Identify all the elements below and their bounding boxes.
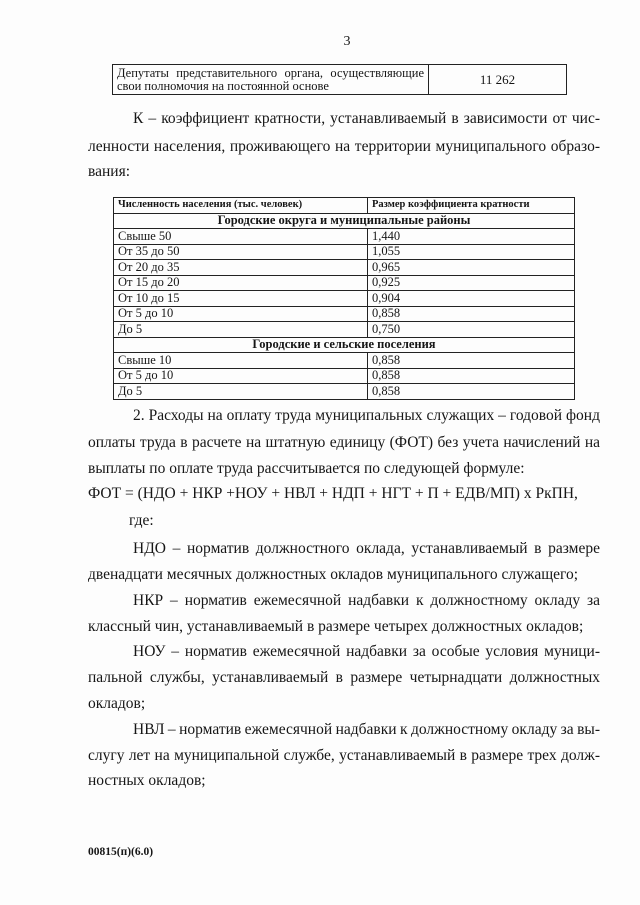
paragraph-line: вания:	[88, 163, 131, 180]
table-header-coefficient: Размер коэффициента кратности	[368, 198, 575, 214]
paragraph-line: выплаты по оплате труда рассчитывается по следующей формуле:	[88, 460, 525, 477]
coefficient-value-cell: 0,965	[368, 260, 575, 276]
definition-line: ностных окладов;	[88, 772, 206, 789]
paragraph-line: оплаты труда в расчете на штатную единицу (ФОТ) без учета начислений на	[88, 434, 600, 451]
paragraph-line: ленности населения, проживающего на территории муниципального образо-	[88, 138, 600, 155]
table-row	[114, 353, 575, 369]
table-row	[114, 322, 575, 338]
table-row	[114, 368, 575, 384]
definition-line: слугу лет на муниципальной службе, устанавливаемый в размере трех долж-	[88, 747, 600, 764]
where-label: где:	[129, 512, 154, 529]
definition-line: НВЛ – норматив ежемесячной надбавки к должностному окладу за вы-	[133, 721, 600, 738]
population-range-cell: От 35 до 50	[114, 244, 368, 260]
population-range-cell: Свыше 50	[114, 229, 368, 245]
coefficient-table	[113, 197, 575, 400]
table-header-row	[114, 198, 575, 214]
group-title-urban-districts: Городские округа и муниципальные районы	[114, 213, 575, 229]
population-range-cell: От 5 до 10	[114, 306, 368, 322]
table-header-population: Численность населения (тыс. человек)	[114, 198, 368, 214]
group-row	[114, 213, 575, 229]
table-row	[114, 260, 575, 276]
coefficient-value-cell: 0,925	[368, 275, 575, 291]
definition-line: классный чин, устанавливаемый в размере четырех должностных окладов;	[88, 618, 584, 635]
population-range-cell: До 5	[114, 384, 368, 400]
coefficient-value-cell: 0,750	[368, 322, 575, 338]
definition-line: НОУ – норматив ежемесячной надбавки за особые условия муници-	[133, 643, 600, 660]
salary-formula: ФОТ = (НДО + НКР +НОУ + НВЛ + НДП + НГТ + П + ЕДВ/МП) х РкПН,	[88, 485, 578, 502]
population-range-cell: От 5 до 10	[114, 368, 368, 384]
coefficient-value-cell: 1,440	[368, 229, 575, 245]
deputies-label-line: свои полномочия на постоянной основе	[117, 79, 329, 93]
coefficient-value-cell: 1,055	[368, 244, 575, 260]
table-row	[114, 275, 575, 291]
deputies-label-cell	[113, 65, 429, 94]
deputies-table	[112, 64, 567, 95]
coefficient-value-cell: 0,904	[368, 291, 575, 307]
population-range-cell: До 5	[114, 322, 368, 338]
definition-line: окладов;	[88, 695, 146, 712]
footer-document-code: 00815(п)(6.0)	[88, 846, 154, 858]
definition-line: двенадцати месячных должностных окладов муниципального служащего;	[88, 566, 579, 583]
coefficient-value-cell: 0,858	[368, 353, 575, 369]
table-row	[114, 384, 575, 400]
table-row	[114, 291, 575, 307]
paragraph-line: К – коэффициент кратности, устанавливаемый в зависимости от чис-	[133, 110, 600, 127]
group-row	[114, 337, 575, 353]
population-range-cell: От 10 до 15	[114, 291, 368, 307]
population-range-cell: От 15 до 20	[114, 275, 368, 291]
definition-line: пальной службы, устанавливаемый в размере четырнадцати должностных	[88, 669, 600, 686]
coefficient-value-cell: 0,858	[368, 306, 575, 322]
group-title-settlements: Городские и сельские поселения	[114, 337, 575, 353]
paragraph-line: 2. Расходы на оплату труда муниципальных служащих – годовой фонд	[133, 407, 600, 424]
definition-line: НКР – норматив ежемесячной надбавки к должностному окладу за	[133, 592, 600, 609]
coefficient-value-cell: 0,858	[368, 384, 575, 400]
table-row	[114, 306, 575, 322]
population-range-cell: От 20 до 35	[114, 260, 368, 276]
deputies-label-line: Депутаты представительного органа, осуществляющие	[117, 66, 424, 80]
table-row	[114, 244, 575, 260]
table-row	[114, 229, 575, 245]
page-number: 3	[343, 34, 351, 49]
deputies-value-cell: 11 262	[479, 71, 516, 87]
definition-line: НДО – норматив должностного оклада, устанавливаемый в размере	[133, 540, 600, 557]
population-range-cell: Свыше 10	[114, 353, 368, 369]
coefficient-value-cell: 0,858	[368, 368, 575, 384]
